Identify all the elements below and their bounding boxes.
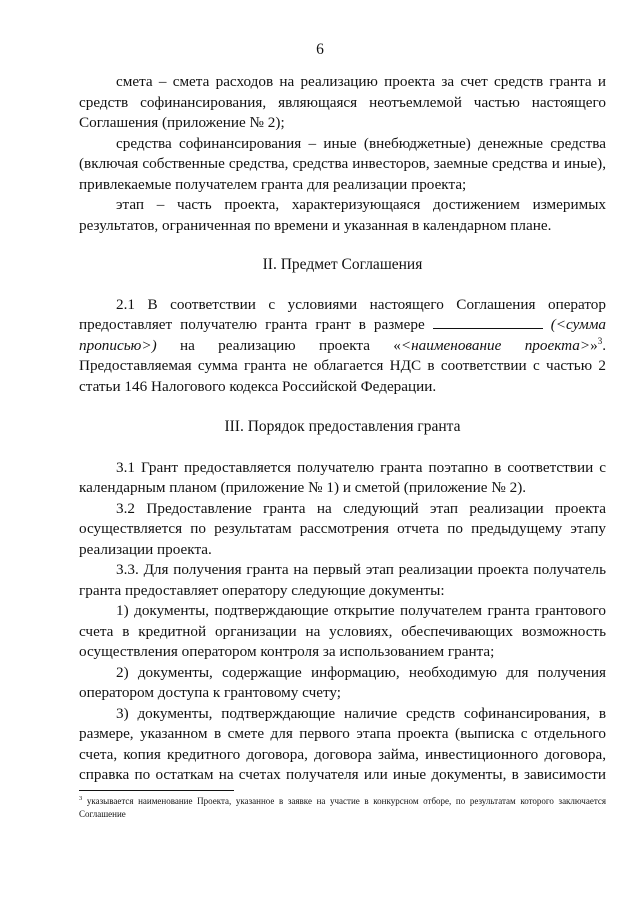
document-body	[79, 72, 606, 786]
paragraph-3-1: 3.1 Грант предоставляется получателю гранта поэтапно в соответствии с календарным планом (приложение № 1) и сметой (приложение № 2).	[79, 458, 606, 496]
amount-blank	[433, 315, 543, 329]
paragraph-3-2: 3.2 Предоставление гранта на следующий этап реализации проекта осуществляется по результатам рассмотрения отчета по предыдущему этапу реализации проекта.	[79, 499, 606, 558]
page-number: 6	[316, 41, 324, 58]
paragraph-stage: этап – часть проекта, характеризующаяся достижением измеримых результатов, ограниченная по времени и указанная в календарном плане.	[79, 196, 606, 234]
paragraph-cofinancing: средства софинансирования – иные (внебюджетные) денежные средства (включая собственные средства, средства инвесторов, заемные средства и иные), привлекаемые получателем гранта для реализации проекта;	[79, 134, 606, 193]
list-item-1: 1) документы, подтверждающие открытие получателем гранта грантового счета в кредитной организации на условиях, обеспечивающих возможность осуществления оператором контроля за использованием гранта;	[79, 602, 606, 660]
paragraph-3-3: 3.3. Для получения гранта на первый этап реализации проекта получатель гранта предоставляет оператору следующие документы:	[79, 561, 606, 599]
section-3-heading: III. Порядок предоставления гранта	[224, 418, 461, 435]
paragraph-2-1: 2.1 В соответствии с условиями настоящего Соглашения оператор предоставляет получателю гранта грант в размере (<сумма прописью>) на реализацию проекта «<наименование проекта>»$^3$. Предоставляемая сумма гранта не облагается НДС в соответствии с частью 2 статьи 146 Налогового кодекса Российской Федерации.	[79, 295, 607, 395]
section-2-heading: II. Предмет Соглашения	[262, 256, 423, 273]
list-item-2: 2) документы, содержащие информацию, необходимую для получения оператором доступа к грантовому счету;	[79, 663, 606, 701]
footnote: $^3$ указывается наименование Проекта, указанное в заявке на участие в конкурсном отборе, по результатам которого заключается Соглашение	[79, 795, 606, 819]
footnote-ref: 3	[597, 335, 603, 346]
paragraph-smeta: смета – смета расходов на реализацию проекта за счет средств гранта и средств софинансирования, являющаяся неотъемлемой частью настоящего Соглашения (приложение № 2);	[79, 73, 606, 131]
list-item-3: 3) документы, подтверждающие наличие средств софинансирования, в размере, указанном в смете для первого этапа проекта (выписка с отдельного счета, копия кредитного договора, договора займа, инвестиционного договора, справка по остаткам на счетах получателя или иные документы, в зависимости	[79, 704, 606, 783]
footnote-separator	[79, 790, 234, 791]
